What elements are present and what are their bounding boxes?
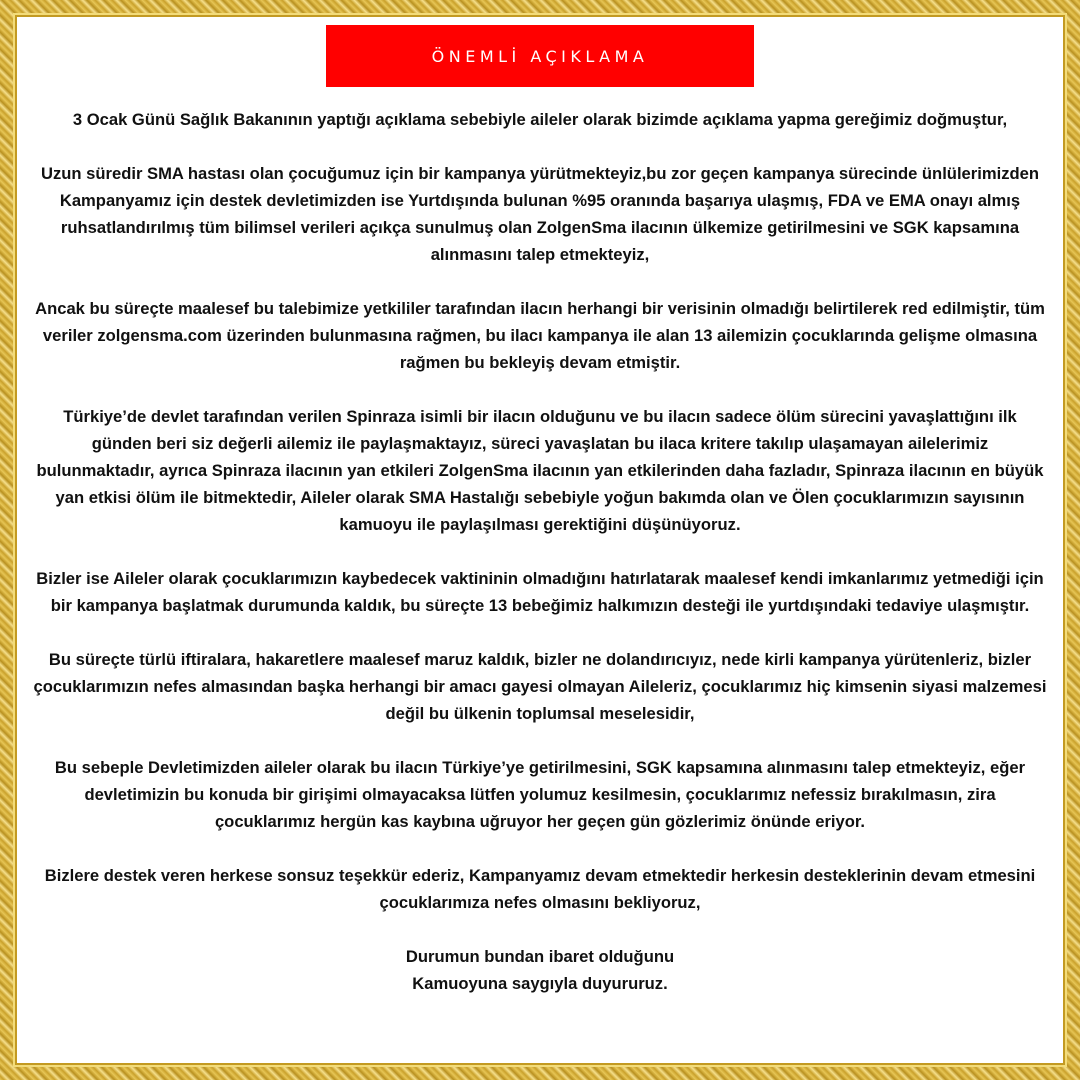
paragraph-intro: 3 Ocak Günü Sağlık Bakanının yaptığı açıklama sebebiyle aileler olarak bizimde açıklama yapma gereğimiz doğmuştur, xyxy=(72,110,1008,129)
closing-line-1: Durumun bundan ibaret olduğunu xyxy=(405,947,675,966)
title-banner xyxy=(326,25,754,87)
paragraph-families: Bizler ise Aileler olarak çocuklarımızın kaybedecek vaktininin olmadığını hatırlatarak maalesef kendi imkanlarımız yetmediği için bir kampanya başlatmak durumunda kaldık, bu süreçte 13 bebeğimiz halkımızın desteği ile yurtdışındaki tedaviye ulaşmıştır. xyxy=(36,569,1044,615)
page-title: ÖNEMLİ AÇIKLAMA xyxy=(431,46,649,66)
closing-statement xyxy=(32,943,1048,997)
paragraph-request: Bu sebeple Devletimizden aileler olarak bu ilacın Türkiye’ye getirilmesini, SGK kapsamına alınmasını talep etmekteyiz, eğer devletimizin bu konuda bir girişimi olmayacaksa lütfen yolumuz kesilmesin, çocuklarımız nefessiz bırakılmasın, zira çocuklarımız hergün kas kaybına uğruyor her geçen gün gözlerimiz önünde eriyor. xyxy=(54,758,1026,831)
paragraph-slander: Bu süreçte türlü iftiralara, hakaretlere maalesef maruz kaldık, bizler ne dolandırıcıyız, nede kirli kampanya yürütenleriz, bizler çocuklarımızın nefes almasından başka herhangi bir amacı gayesi olmayan Aileleriz, çocuklarımız hiç kimsenin siyasi malzemesi değil bu ülkenin toplumsal meselesidir, xyxy=(33,650,1047,723)
paragraph-rejection: Ancak bu süreçte maalesef bu talebimize yetkililer tarafından ilacın herhangi bir verisinin olmadığı belirtilerek red edilmiştir, tüm veriler zolgensma.com üzerinden bulunmasına rağmen, bu ilacı kampanya ile alan 13 ailemizin çocuklarında gelişme olmasına rağmen bu bekleyiş devam etmiştir. xyxy=(35,299,1045,372)
announcement-body xyxy=(32,106,1048,997)
paragraph-spinraza: Türkiye’de devlet tarafından verilen Spinraza isimli bir ilacın olduğunu ve bu ilacın sadece ölüm sürecini yavaşlattığını ilk günden beri siz değerli ailemiz ile paylaşmaktayız, süreci yavaşlatan bu ilaca kritere takılıp ulaşamayan ailelerimiz bulunmaktadır, ayrıca Spinraza ilacının yan etkileri ZolgenSma ilacının yan etkilerinden daha fazladır, Spinraza ilacının en büyük yan etkisi ölüm ile bitmektedir, Aileler olarak SMA Hastalığı sebebiyle yoğun bakımda olan ve Ölen çocuklarımızın sayısının kamuoyu ile paylaşılması gerektiğini düşünüyoruz. xyxy=(36,407,1044,534)
paragraph-thanks: Bizlere destek veren herkese sonsuz teşekkür ederiz, Kampanyamız devam etmektedir herkesin desteklerinin devam etmesini çocuklarımıza nefes olmasını bekliyoruz, xyxy=(44,866,1036,912)
closing-line-2: Kamuoyuna saygıyla duyururuz. xyxy=(412,974,668,993)
paragraph-campaign: Uzun süredir SMA hastası olan çocuğumuz için bir kampanya yürütmekteyiz,bu zor geçen kampanya sürecinde ünlülerimizden Kampanyamız için destek devletimizden ise Yurtdışında bulunan %95 oranında başarıya ulaşmış, FDA ve EMA onayı almış ruhsatlandırılmış tüm bilimsel verileri açıkça sunulmuş olan ZolgenSma ilacının ülkemize getirilmesini ve SGK kapsamına alınmasını talep etmekteyiz, xyxy=(40,164,1040,264)
